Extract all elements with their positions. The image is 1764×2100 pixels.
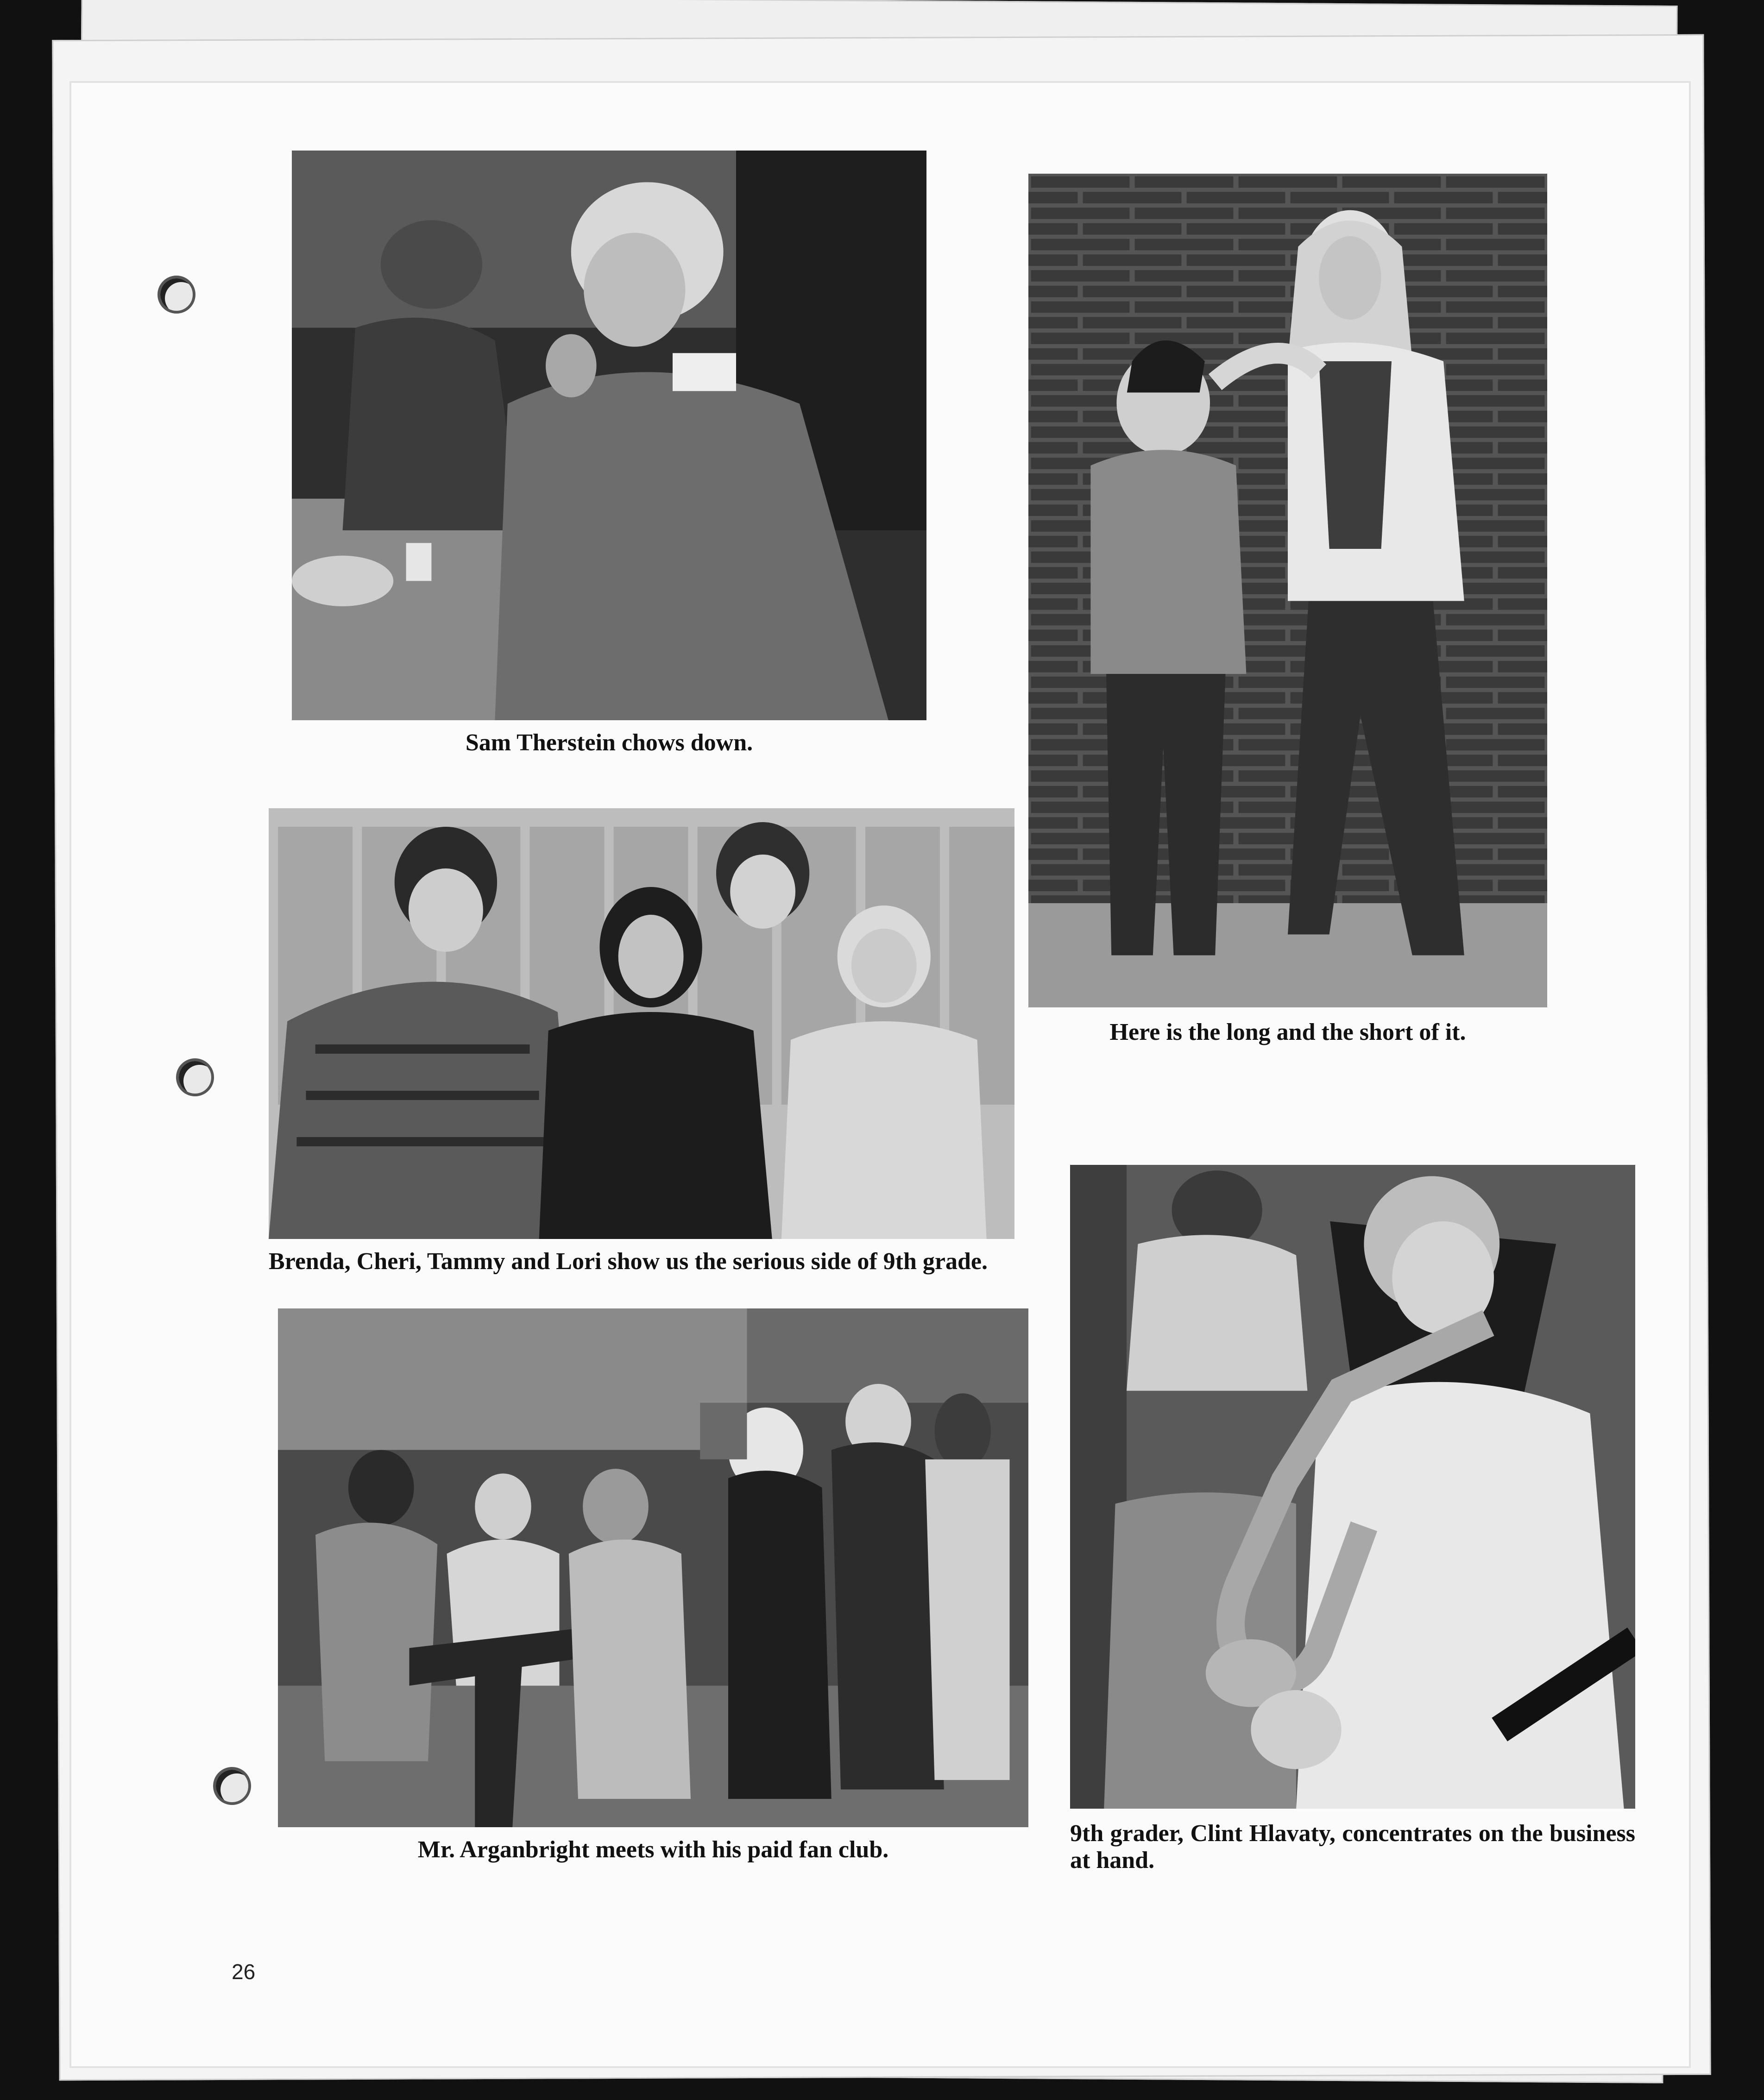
caption-lunch: Sam Therstein chows down. (465, 729, 753, 756)
page-number: 26 (232, 1960, 256, 1984)
photo-long-short-image (1028, 174, 1547, 1007)
photo-saxophone (1070, 1165, 1635, 1809)
caption-saxophone: 9th grader, Clint Hlavaty, concentrates on the business at hand. (1070, 1820, 1635, 1874)
yearbook-page (69, 81, 1691, 2068)
photo-fan-club-image (278, 1308, 1028, 1827)
photo-lockers-image (269, 808, 1014, 1239)
binder-hole (176, 1058, 214, 1096)
binder-hole (213, 1767, 251, 1805)
photo-fan-club (278, 1308, 1028, 1827)
binder-hole (158, 276, 195, 314)
photo-lunch (292, 151, 926, 720)
photo-lockers (269, 808, 1014, 1239)
photo-saxophone-image (1070, 1165, 1635, 1809)
caption-fan-club: Mr. Arganbright meets with his paid fan club. (417, 1836, 889, 1863)
caption-lockers: Brenda, Cheri, Tammy and Lori show us the serious side of 9th grade. (269, 1248, 988, 1275)
caption-long-short: Here is the long and the short of it. (1109, 1019, 1466, 1045)
photo-lunch-image (292, 151, 926, 720)
photo-long-short (1028, 174, 1547, 1007)
